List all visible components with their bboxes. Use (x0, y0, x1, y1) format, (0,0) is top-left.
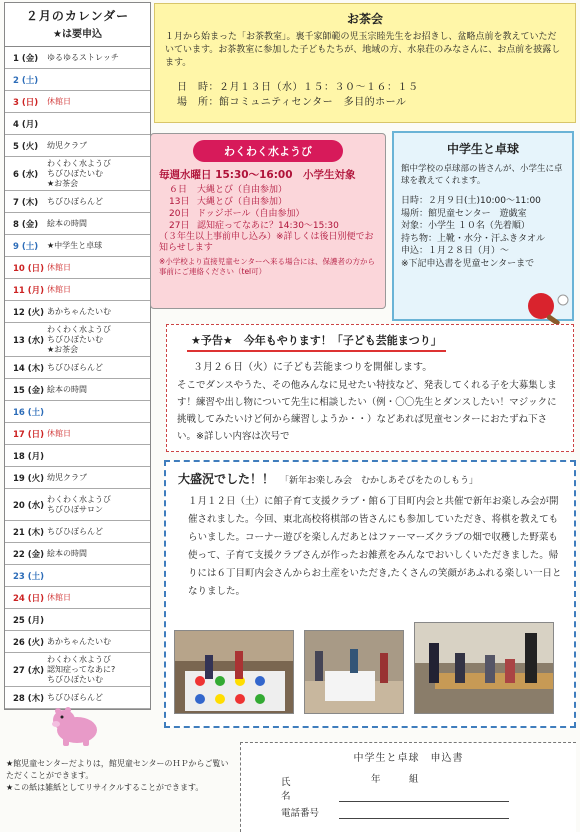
wakuwaku-item-date: 20日 (169, 209, 190, 219)
event-report-body: １月１２日（土）に館子育て支援クラブ・館６丁目町内会と共催で新年お楽しみ会が開催されました。今回、東北高校将棋部の皆さんにも参加していただき、将棋を教えてもらいました。コーナー遊びを楽しんだあとはファーマーズクラブの畑で収穫した野菜も使って、子育て支援クラブさんが作ったお雑煮をみんなでおいしくいただきました。帰りには６丁目町内会さんからお土産をいただき,たくさんの笑顔があふれる楽しい一日となりました。 (188, 496, 562, 597)
calendar-row (5, 467, 150, 489)
calendar-row (5, 521, 150, 543)
phone-line (339, 807, 509, 819)
calendar-date: 28 (木) (13, 693, 45, 704)
calendar-date: 12 (火) (13, 307, 45, 318)
calendar-date: 25 (月) (13, 615, 45, 626)
calendar-event: 休館日 (47, 262, 71, 272)
calendar-event: わくわく水ようび ちびひぽたいむ ★お茶会 (47, 158, 111, 188)
table-tennis-detail-line: ※下記申込書を児童センターまで (401, 258, 535, 269)
tea-datetime: 日 時：２月１３日（水）１５：３０〜１６：１５ (177, 82, 419, 93)
arts-festival-title: ★予告★ 今年もやります！「子ども芸能まつり」 (187, 332, 446, 352)
wakuwaku-contact-note: ※小学校より直接児童センターへ来る場合には、保護者の方から事前にご連絡ください（tel可） (159, 257, 375, 276)
wakuwaku-schedule-head: 毎週水曜日 15:30〜16:00 小学生対象 (159, 169, 356, 181)
calendar-event: 休館日 (47, 96, 71, 106)
calendar-header (4, 2, 151, 46)
table-tennis-detail-line: 申込：１月２８日（月）〜 (401, 246, 510, 256)
event-photo-games (304, 630, 404, 714)
calendar-row (5, 113, 150, 135)
calendar-date: 4 (月) (13, 119, 39, 130)
footer-notes (6, 758, 236, 794)
event-report-title: 大盛況でした！！ (178, 472, 275, 486)
new-year-event-report (164, 460, 576, 728)
calendar-event: ちびひぽらんど (47, 526, 103, 536)
calendar-date: 14 (木) (13, 363, 45, 374)
calendar-event: 絵本の時間 (47, 218, 87, 228)
wakuwaku-item-date: 27日 (169, 221, 190, 231)
calendar-rows (4, 46, 151, 710)
calendar-date: 6 (水) (13, 169, 39, 180)
wakuwaku-wednesday-section (150, 133, 386, 309)
website-note: ★館児童センターだよりは，館児童センターのＨＰからご覧いただくことができます。 (6, 759, 229, 780)
calendar-date: 9 (土) (13, 241, 39, 252)
calendar-date: 15 (金) (13, 385, 45, 396)
tea-description: １月から始まった「お茶教室」。裏千家師範の児玉宗睦先生をお招きし、盆略点前を教えていただいています。お茶教室に参加した子どもたちが、地域の方、水泉荘のみなさんに、お点前を披露します。 (165, 32, 561, 68)
calendar-date: 24 (日) (13, 593, 45, 604)
event-report-subtitle: 「新年お楽しみ会 むかしあそびをたのしもう」 (280, 476, 479, 486)
calendar-row (5, 587, 150, 609)
wakuwaku-item (159, 184, 377, 196)
calendar-date: 21 (木) (13, 527, 45, 538)
calendar-row (5, 543, 150, 565)
calendar-row (5, 91, 150, 113)
arts-festival-description: そこでダンスやうた、その他みんなに見せたい特技など、発表してくれる子を大募集します！練習や出し物について先生に相談したい（例・〇〇先生とダンスしたい！マジックに挑戦してみたいけど何から練習しようか・・）などあれば児童センターにおたずね下さい。※詳しい内容は次号で (177, 380, 557, 442)
calendar-date: 18 (月) (13, 451, 45, 462)
calendar-event: わくわく水ようび ちびひぽたいむ ★お茶会 (47, 324, 111, 354)
grade-class-label: 年 組 (371, 774, 419, 785)
calendar-event: わくわく水ようび 認知症ってなあに? ちびひぽたいむ (47, 654, 116, 684)
calendar-event: 幼児クラブ (47, 472, 87, 482)
calendar-row (5, 609, 150, 631)
calendar-event: あかちゃんたいむ (47, 306, 111, 316)
calendar-date: 7 (木) (13, 197, 39, 208)
kids-arts-festival-section (166, 324, 574, 452)
calendar-date: 26 (火) (13, 637, 45, 648)
calendar-row (5, 213, 150, 235)
calendar-row (5, 135, 150, 157)
calendar-row (5, 565, 150, 587)
calendar-date: 27 (水) (13, 665, 45, 676)
table-tennis-details (401, 195, 565, 270)
wakuwaku-item (159, 220, 377, 232)
table-tennis-detail-line: 対象：小学生 １０名（先着順） (401, 221, 530, 231)
tea-location: 場 所：館コミュニティセンター 多目的ホール (177, 97, 407, 108)
wakuwaku-item-activity: 大縄とび（自由参加） (197, 197, 288, 207)
calendar-event: あかちゃんたいむ (47, 636, 111, 646)
calendar-row (5, 191, 150, 213)
calendar-date: 20 (水) (13, 500, 45, 511)
calendar-event: 絵本の時間 (47, 384, 87, 394)
calendar-row (5, 401, 150, 423)
wakuwaku-list (159, 184, 377, 232)
calendar-date: 19 (火) (13, 473, 45, 484)
name-label: 氏名 (281, 777, 291, 802)
calendar-date: 22 (金) (13, 549, 45, 560)
wakuwaku-item-activity: 大縄とび（自由参加） (197, 185, 288, 195)
table-tennis-title: 中学生と卓球 (446, 142, 519, 156)
calendar-date: 11 (月) (13, 285, 45, 296)
wakuwaku-item-date: 13日 (169, 197, 190, 207)
table-tennis-application-form (240, 742, 576, 832)
wakuwaku-item-date: ６日 (169, 185, 188, 195)
calendar-event: 幼児クラブ (47, 140, 87, 150)
calendar-date: 23 (土) (13, 571, 45, 582)
calendar-date: 3 (日) (13, 97, 39, 108)
calendar-row (5, 279, 150, 301)
table-tennis-detail-line: 場所：館児童センター 遊戯室 (401, 208, 527, 219)
wakuwaku-item-activity: 認知症ってなあに？14:30〜15:30 (197, 221, 339, 231)
table-tennis-detail-line: 日時：２月９日(土)10:00〜11:00 (401, 196, 541, 206)
calendar-row (5, 157, 150, 191)
wakuwaku-item (159, 196, 377, 208)
calendar-row (5, 489, 150, 521)
calendar-date: 1 (金) (13, 53, 39, 64)
calendar-row (5, 323, 150, 357)
tea-ceremony-section (154, 3, 576, 123)
calendar-title: ２月のカレンダー (25, 9, 130, 23)
calendar-event: 絵本の時間 (47, 548, 87, 558)
hippo-mascot-icon (50, 700, 102, 748)
calendar-row (5, 301, 150, 323)
calendar-date: 17 (日) (13, 429, 45, 440)
name-line (339, 790, 509, 802)
calendar-row (5, 379, 150, 401)
phone-field[interactable] (251, 802, 566, 819)
calendar-date: 5 (火) (13, 141, 39, 152)
calendar-event: ちびひぽらんど (47, 362, 103, 372)
wakuwaku-title: わくわく水ようび (193, 140, 343, 162)
tea-title: お茶会 (346, 12, 383, 26)
phone-label: 電話番号 (281, 808, 320, 819)
calendar-date: 2 (土) (13, 75, 39, 86)
calendar-row (5, 423, 150, 445)
calendar-event: ちびひぽらんど (47, 692, 103, 702)
calendar-date: 13 (水) (13, 335, 45, 346)
table-tennis-detail-line: 持ち物：上靴・水分・汗ふきタオル (401, 233, 546, 244)
calendar-event: 休館日 (47, 284, 71, 294)
calendar-event: 休館日 (47, 592, 71, 602)
calendar-row (5, 357, 150, 379)
wakuwaku-item (159, 208, 377, 220)
calendar-row (5, 235, 150, 257)
calendar-subtitle: ★は要申込 (53, 29, 102, 40)
wakuwaku-note: （３年生以上事前申し込み）※詳しくは後日別便でお知らせします (159, 232, 374, 253)
calendar-row (5, 47, 150, 69)
wakuwaku-item-activity: ドッジボール（自由参加） (197, 209, 305, 219)
calendar-row (5, 653, 150, 687)
calendar-event: わくわく水ようび ちびひぽサロン (47, 494, 111, 514)
calendar-event: ゆるゆるストレッチ (47, 52, 119, 62)
calendar-date: 10 (日) (13, 263, 45, 274)
calendar-row (5, 69, 150, 91)
event-photo-twister (174, 630, 294, 714)
calendar-event: 休館日 (47, 428, 71, 438)
arts-festival-date: ３月２６日（火）に子ども芸能まつりを開催します。 (193, 362, 433, 373)
calendar-row (5, 631, 150, 653)
calendar-date: 16 (土) (13, 407, 45, 418)
february-calendar (4, 2, 151, 710)
calendar-row (5, 257, 150, 279)
calendar-date: 8 (金) (13, 219, 39, 230)
table-tennis-description: 館中学校の卓球部の皆さんが、小学生に卓球を教えてくれます。 (401, 164, 563, 186)
calendar-event: ちびひぽらんど (47, 196, 103, 206)
recycle-note: ★この紙は雑紙としてリサイクルすることができます。 (6, 783, 204, 792)
calendar-event: ★中学生と卓球 (47, 240, 103, 250)
form-title: 中学生と卓球 申込書 (353, 753, 464, 764)
calendar-row (5, 445, 150, 467)
event-photo-shogi (414, 622, 554, 714)
